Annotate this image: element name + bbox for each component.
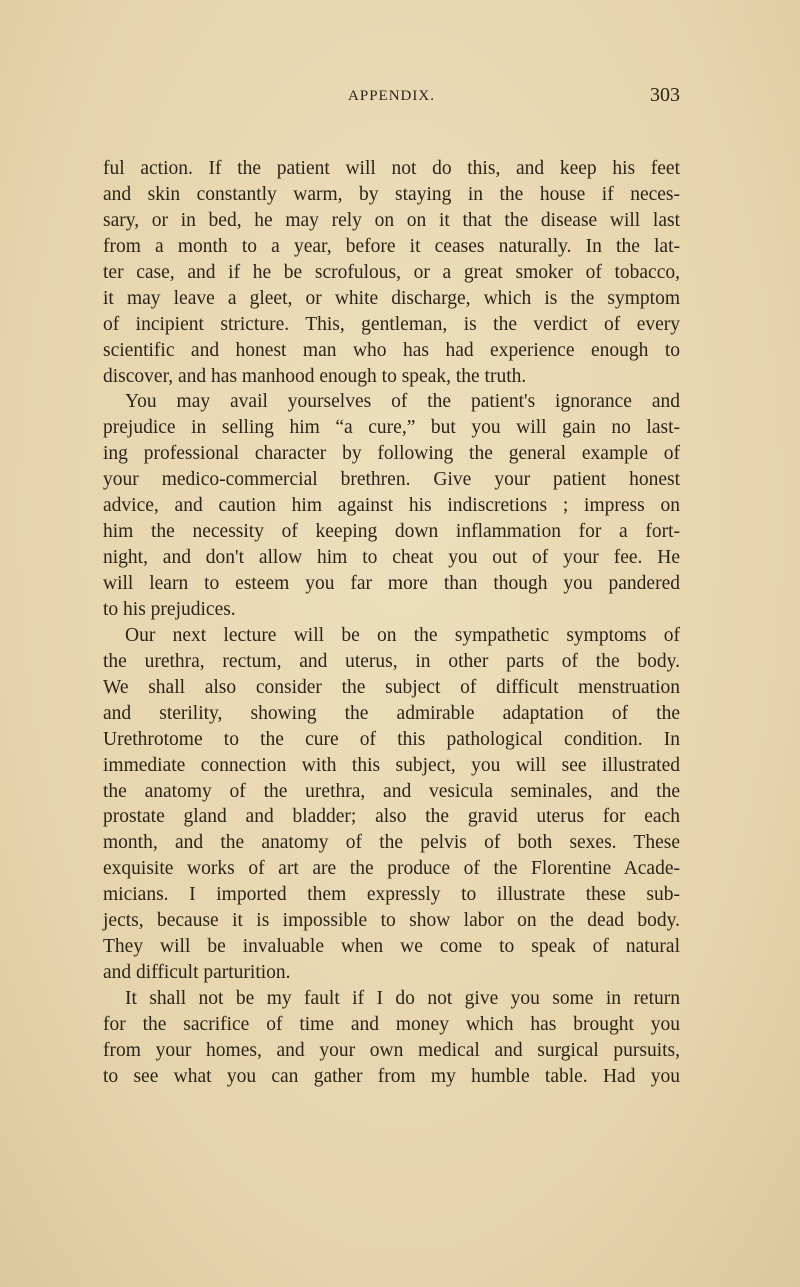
text-line: You may avail yourselves of the patient's ignorance and (125, 391, 680, 413)
text-line: ing professional character by following the general example of (103, 443, 680, 465)
text-line: prostate gland and bladder; also the gravid uterus for each (103, 806, 680, 828)
text-line: It shall not be my fault if I do not give you some in return (125, 988, 680, 1009)
text-line: They will be invaluable when we come to speak of natural (103, 936, 680, 958)
text-line: prejudice in selling him “a cure,” but you will gain no last- (103, 417, 680, 439)
text-line: from a month to a year, before it ceases naturally. In the lat- (103, 235, 680, 257)
text-line: to his prejudices. (103, 598, 236, 620)
text-line: month, and the anatomy of the pelvis of both sexes. These (103, 832, 680, 854)
text-line: and difficult parturition. (103, 962, 291, 984)
text-line: the urethra, rectum, and uterus, in other parts of the body. (103, 650, 680, 672)
text-line: ful action. If the patient will not do this, and keep his feet (103, 158, 680, 179)
text-line: for the sacrifice of time and money which has brought you (103, 1013, 680, 1035)
body-text (103, 156, 680, 1090)
text-line: from your homes, and your own medical and surgical pursuits, (103, 1039, 680, 1061)
text-line: sary, or in bed, he may rely on on it that the disease will last (103, 209, 680, 231)
text-line: Our next lecture will be on the sympathetic symptoms of (125, 624, 680, 646)
text-line: scientific and honest man who has had experience enough to (103, 339, 680, 361)
text-line: and sterility, showing the admirable adaptation of the (103, 702, 680, 724)
text-line: and skin constantly warm, by staying in the house if neces- (103, 183, 680, 205)
text-line: it may leave a gleet, or white discharge, which is the symptom (103, 287, 680, 309)
text-line: of incipient stricture. This, gentleman, is the verdict of every (103, 313, 680, 335)
page-number: 303 (650, 84, 680, 106)
text-line: him the necessity of keeping down inflammation for a fort- (103, 521, 680, 543)
text-line: discover, and has manhood enough to speak, the truth. (103, 365, 527, 387)
text-line: ter case, and if he be scrofulous, or a great smoker of tobacco, (103, 261, 680, 283)
text-line: We shall also consider the subject of difficult menstruation (103, 676, 680, 698)
text-line: immediate connection with this subject, you will see illustrated (103, 754, 680, 776)
page-header (103, 84, 680, 112)
text-line: jects, because it is impossible to show labor on the dead body. (103, 910, 680, 932)
text-line: to see what you can gather from my humble table. Had you (103, 1065, 680, 1087)
text-line: will learn to esteem you far more than though you pandered (103, 573, 680, 594)
running-head: APPENDIX. (348, 88, 435, 104)
text-line: micians. I imported them expressly to illustrate these sub- (103, 884, 680, 906)
text-line: night, and don't allow him to cheat you out of your fee. He (103, 547, 680, 569)
text-line: Urethrotome to the cure of this pathological condition. In (103, 728, 680, 750)
text-line: exquisite works of art are the produce of the Florentine Acade- (103, 858, 680, 880)
text-line: your medico-commercial brethren. Give your patient honest (103, 469, 680, 491)
text-line: the anatomy of the urethra, and vesicula seminales, and the (103, 780, 680, 802)
text-line: advice, and caution him against his indiscretions ; impress on (103, 495, 680, 517)
